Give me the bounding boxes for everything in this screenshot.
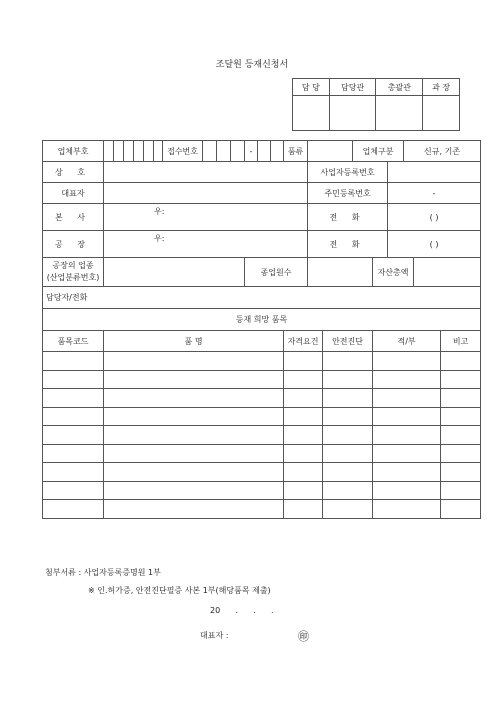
item-remarks-cell[interactable] (441, 370, 481, 389)
item-code-cell[interactable] (43, 407, 104, 426)
head-office-label: 본 사 (43, 204, 104, 231)
item-row (43, 352, 481, 371)
receipt-no-digit[interactable] (271, 141, 284, 162)
item-header-remarks: 비고 (441, 331, 481, 352)
item-fit-cell[interactable] (373, 500, 441, 519)
item-remarks-cell[interactable] (441, 352, 481, 371)
company-no-digit[interactable] (144, 141, 154, 162)
item-code-cell[interactable] (43, 370, 104, 389)
item-qualification-cell[interactable] (284, 426, 323, 445)
item-name-cell[interactable] (104, 370, 284, 389)
attachments-line: 첨부서류 : 사업자등록증명원 1부 (45, 568, 161, 577)
item-name-cell[interactable] (104, 389, 284, 408)
item-header-code: 품목코드 (43, 331, 104, 352)
item-safety-cell[interactable] (323, 481, 373, 500)
item-row (43, 389, 481, 408)
item-rows (43, 352, 481, 519)
employees-label: 종업원수 (245, 258, 308, 287)
item-safety-cell[interactable] (323, 407, 373, 426)
phone-label: 전 화 (308, 231, 388, 258)
approval-sign-cell[interactable] (423, 96, 460, 131)
receipt-no-digit[interactable] (217, 141, 231, 162)
item-fit-cell[interactable] (373, 481, 441, 500)
item-qualification-cell[interactable] (284, 352, 323, 371)
item-header-name: 품 명 (104, 331, 284, 352)
item-name-cell[interactable] (104, 500, 284, 519)
item-fit-cell[interactable] (373, 389, 441, 408)
item-code-cell[interactable] (43, 500, 104, 519)
item-safety-cell[interactable] (323, 370, 373, 389)
item-fit-cell[interactable] (373, 407, 441, 426)
item-remarks-cell[interactable] (441, 500, 481, 519)
company-kind-label: 업체구분 (353, 141, 404, 162)
item-safety-cell[interactable] (323, 426, 373, 445)
item-row (43, 407, 481, 426)
item-qualification-cell[interactable] (284, 444, 323, 463)
item-safety-cell[interactable] (323, 444, 373, 463)
item-row (43, 481, 481, 500)
date-line[interactable]: 20 . . . (210, 606, 274, 615)
item-code-cell[interactable] (43, 463, 104, 482)
item-name-cell[interactable] (104, 407, 284, 426)
application-form (42, 140, 481, 519)
resident-no-field[interactable]: - (388, 183, 481, 204)
industry-label-line-1: 공장의 업종 (52, 261, 94, 270)
company-kind-value[interactable]: 신규, 기존 (404, 141, 481, 162)
company-no-digit[interactable] (124, 141, 134, 162)
receipt-no-separator: - (245, 141, 258, 162)
rep-label: 대표자 (43, 183, 104, 204)
receipt-no-digit[interactable] (258, 141, 271, 162)
seal-icon: ㊞ (298, 630, 309, 643)
item-name-cell[interactable] (104, 463, 284, 482)
item-code-cell[interactable] (43, 352, 104, 371)
item-safety-cell[interactable] (323, 389, 373, 408)
item-header-fit: 적/부 (373, 331, 441, 352)
item-code-cell[interactable] (43, 426, 104, 445)
head-office-phone[interactable]: ( ) (388, 204, 481, 231)
type-label: 품류 (284, 141, 308, 162)
item-fit-cell[interactable] (373, 426, 441, 445)
phone-label: 전 화 (308, 204, 388, 231)
factory-label: 공 장 (43, 231, 104, 258)
approval-header: 담당관 (329, 79, 376, 96)
receipt-no-digit[interactable] (231, 141, 245, 162)
item-row (43, 463, 481, 482)
receipt-no-digit[interactable] (203, 141, 217, 162)
item-header-qualification: 자격요건 (284, 331, 323, 352)
industry-label-line-2: (산업분류번호) (46, 273, 100, 282)
item-name-cell[interactable] (104, 352, 284, 371)
trade-name-field[interactable] (104, 162, 308, 183)
company-no-digit[interactable] (154, 141, 163, 162)
item-qualification-cell[interactable] (284, 370, 323, 389)
approval-header: 총괄관 (376, 79, 423, 96)
item-qualification-cell[interactable] (284, 481, 323, 500)
item-fit-cell[interactable] (373, 352, 441, 371)
item-safety-cell[interactable] (323, 352, 373, 371)
item-qualification-cell[interactable] (284, 500, 323, 519)
approval-sign-cell[interactable] (329, 96, 376, 131)
item-remarks-cell[interactable] (441, 481, 481, 500)
item-fit-cell[interactable] (373, 444, 441, 463)
representative-label: 대표자 : (200, 631, 229, 640)
approval-header: 과 장 (423, 79, 460, 96)
item-row (43, 444, 481, 463)
biz-reg-field[interactable] (388, 162, 481, 183)
attachments-note: ※ 인.허가증, 안전진단필증 사본 1부(해당품목 제출) (88, 586, 271, 595)
item-safety-cell[interactable] (323, 500, 373, 519)
company-no-digit[interactable] (134, 141, 144, 162)
item-remarks-cell[interactable] (441, 444, 481, 463)
approval-box (292, 78, 460, 131)
factory-phone[interactable]: ( ) (388, 231, 481, 258)
page-title: 조달원 등재신청서 (215, 60, 289, 70)
type-field[interactable] (308, 141, 353, 162)
item-name-cell[interactable] (104, 444, 284, 463)
item-safety-cell[interactable] (323, 463, 373, 482)
item-name-cell[interactable] (104, 426, 284, 445)
item-remarks-cell[interactable] (441, 463, 481, 482)
items-title: 등재 희망 품목 (43, 309, 481, 331)
employees-field[interactable] (308, 258, 373, 287)
item-qualification-cell[interactable] (284, 463, 323, 482)
resident-no-label: 주민등록번호 (308, 183, 388, 204)
contact-field[interactable]: 담당자/전화 (43, 287, 481, 309)
item-code-cell[interactable] (43, 481, 104, 500)
approval-header: 담 당 (293, 79, 330, 96)
item-fit-cell[interactable] (373, 370, 441, 389)
assets-label: 자산총액 (373, 258, 414, 287)
item-row (43, 426, 481, 445)
biz-reg-label: 사업자등록번호 (308, 162, 388, 183)
trade-name-label: 상 호 (43, 162, 104, 183)
company-no-digit[interactable] (104, 141, 114, 162)
company-no-digit[interactable] (114, 141, 124, 162)
rep-field[interactable] (104, 183, 308, 204)
industry-label (43, 258, 104, 287)
item-remarks-cell[interactable] (441, 389, 481, 408)
item-remarks-cell[interactable] (441, 426, 481, 445)
item-header-safety: 안전진단 (323, 331, 373, 352)
industry-field[interactable] (104, 258, 245, 287)
receipt-no-label: 접수번호 (163, 141, 203, 162)
item-remarks-cell[interactable] (441, 407, 481, 426)
item-code-cell[interactable] (43, 389, 104, 408)
item-qualification-cell[interactable] (284, 389, 323, 408)
item-row (43, 500, 481, 519)
item-name-cell[interactable] (104, 481, 284, 500)
approval-sign-cell[interactable] (376, 96, 423, 131)
approval-sign-cell[interactable] (293, 96, 330, 131)
item-code-cell[interactable] (43, 444, 104, 463)
company-no-label: 업체부호 (43, 141, 104, 162)
factory-address[interactable]: 우: (104, 231, 308, 258)
assets-field[interactable] (414, 258, 481, 287)
item-qualification-cell[interactable] (284, 407, 323, 426)
head-office-address[interactable]: 우: (104, 204, 308, 231)
item-fit-cell[interactable] (373, 463, 441, 482)
item-row (43, 370, 481, 389)
